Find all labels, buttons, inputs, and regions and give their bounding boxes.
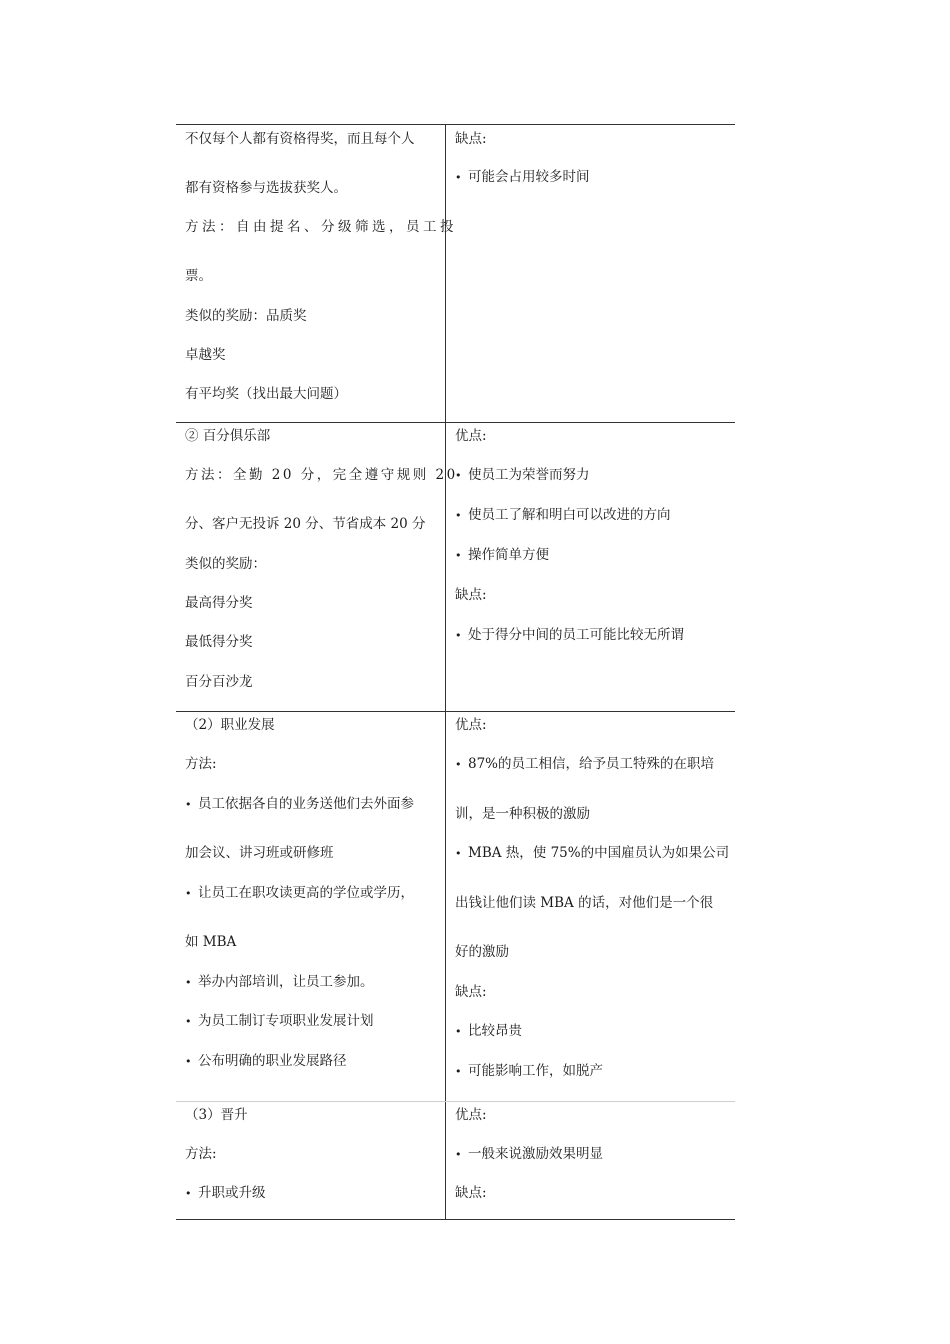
bullet-item: • 使员工为荣誉而努力 [455, 467, 590, 484]
text-line: 类似的奖励：品质奖 [185, 308, 307, 324]
text-line: 分、客户无投诉 20 分、节省成本 20 分 [185, 516, 426, 532]
text-line: ② 百分俱乐部 [185, 428, 271, 444]
bullet-item: • 举办内部培训，让员工参加。 [185, 974, 374, 991]
bullet-item: • 87%的员工相信，给予员工特殊的在职培 [455, 756, 714, 773]
table-cell-left [176, 423, 458, 711]
bullet-item: • 让员工在职攻读更高的学位或学历， [185, 885, 414, 902]
text-line: 有平均奖（找出最大问题） [185, 386, 347, 402]
bullet-item: • 比较昂贵 [455, 1023, 522, 1040]
bullet-item: • 升职或升级 [185, 1185, 266, 1202]
bullet-item: • MBA 热，使 75%的中国雇员认为如果公司 [455, 845, 729, 862]
text-line: 好的激励 [455, 944, 509, 960]
table-cell-right [446, 712, 734, 1101]
text-line: 最高得分奖 [185, 595, 253, 611]
text-line: 出钱让他们读 MBA 的话，对他们是一个很 [455, 895, 714, 911]
table-cell-right [446, 423, 734, 711]
text-line: 百分百沙龙 [185, 674, 253, 690]
text-line: 加会议、讲习班或研修班 [185, 845, 334, 861]
table-cell-right [446, 1102, 734, 1219]
table-cell-left [176, 1102, 446, 1219]
pros-heading: 优点: [455, 1107, 487, 1123]
table-row [176, 124, 735, 423]
cons-heading: 缺点: [455, 1185, 487, 1201]
cons-heading: 缺点: [455, 131, 487, 147]
table-cell-left [176, 125, 457, 422]
bullet-item: • 操作简单方便 [455, 547, 549, 564]
bullet-item: • 员工依据各自的业务送他们去外面参 [185, 796, 414, 813]
text-line: 方法: [185, 1146, 217, 1162]
text-line: 票。 [185, 268, 212, 284]
bullet-item: • 使员工了解和明白可以改进的方向 [455, 507, 671, 524]
table-row [176, 423, 735, 712]
bullet-item: • 可能会占用较多时间 [455, 169, 590, 186]
pros-heading: 优点: [455, 717, 487, 733]
bullet-item: • 一般来说激励效果明显 [455, 1146, 603, 1163]
table-cell-left [176, 712, 446, 1101]
text-line: 方法：自由提名、分级筛选，员工投 [185, 219, 457, 235]
bullet-item: • 为员工制订专项职业发展计划 [185, 1013, 374, 1030]
pros-heading: 优点: [455, 428, 487, 444]
text-line: 方法：全勤 20 分，完全遵守规则 20 [185, 467, 458, 483]
bullet-item: • 公布明确的职业发展路径 [185, 1053, 347, 1070]
cons-heading: 缺点: [455, 984, 487, 1000]
text-line: 卓越奖 [185, 347, 226, 363]
section-heading: （3）晋升 [185, 1107, 248, 1123]
bullet-item: • 可能影响工作，如脱产 [455, 1063, 603, 1080]
text-line: 类似的奖励： [185, 556, 266, 572]
text-line: 都有资格参与选拔获奖人。 [185, 180, 347, 196]
table-row [176, 712, 735, 1102]
bullet-item: • 处于得分中间的员工可能比较无所谓 [455, 627, 684, 644]
content-table [176, 124, 735, 1220]
section-heading: （2）职业发展 [185, 717, 275, 733]
text-line: 方法: [185, 756, 217, 772]
cons-heading: 缺点: [455, 587, 487, 603]
text-line: 最低得分奖 [185, 634, 253, 650]
text-line: 不仅每个人都有资格得奖，而且每个人 [185, 131, 415, 147]
text-line: 如 MBA [185, 934, 237, 950]
table-row [176, 1102, 735, 1220]
table-cell-right [446, 125, 734, 422]
text-line: 训，是一种积极的激励 [455, 806, 590, 822]
